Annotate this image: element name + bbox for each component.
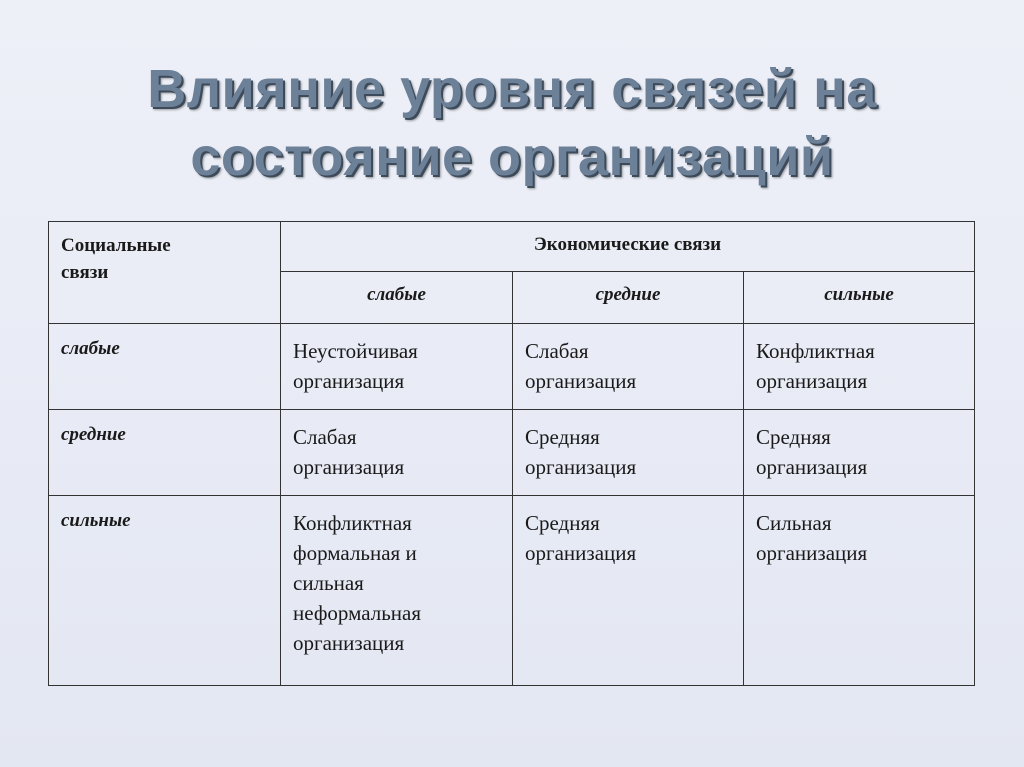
corner-header-social-links xyxy=(49,222,281,324)
cell-line: Сильная xyxy=(756,511,832,535)
row-header-weak: слабые xyxy=(49,324,281,410)
column-header-medium: средние xyxy=(513,272,744,324)
cell-line: Слабая xyxy=(293,425,357,449)
table-row xyxy=(49,410,975,496)
corner-header-line-2: связи xyxy=(61,262,109,283)
column-header-weak: слабые xyxy=(281,272,513,324)
cell-line: Средняя xyxy=(525,511,600,535)
connections-matrix-table xyxy=(48,221,975,686)
table-cell xyxy=(281,410,513,496)
table-cell xyxy=(513,324,744,410)
title-line-1: Влияние уровня связей на xyxy=(147,59,877,119)
economic-links-header: Экономические связи xyxy=(281,222,975,272)
table-cell xyxy=(281,324,513,410)
cell-line: организация xyxy=(756,369,868,393)
table-row xyxy=(49,324,975,410)
table-cell xyxy=(281,496,513,686)
cell-line: организация xyxy=(756,455,868,479)
title-line-2: состояние организаций xyxy=(190,127,834,187)
table-row xyxy=(49,496,975,686)
table-header-row xyxy=(49,222,975,272)
slide-title xyxy=(0,55,1024,191)
cell-line: организация xyxy=(293,455,405,479)
column-header-strong: сильные xyxy=(744,272,975,324)
corner-header-line-1: Социальные xyxy=(61,235,171,256)
cell-line: организация xyxy=(756,541,868,565)
table-cell xyxy=(744,410,975,496)
cell-line: Неустойчивая xyxy=(293,339,418,363)
cell-line: Конфликтная xyxy=(756,339,875,363)
cell-line: организация xyxy=(293,369,405,393)
table-cell xyxy=(513,496,744,686)
cell-line: Средняя xyxy=(525,425,600,449)
cell-line: Средняя xyxy=(756,425,831,449)
cell-line: сильная xyxy=(293,571,364,595)
table-cell xyxy=(744,324,975,410)
cell-line: организация xyxy=(525,455,637,479)
row-header-strong: сильные xyxy=(49,496,281,686)
row-header-medium: средние xyxy=(49,410,281,496)
cell-line: неформальная xyxy=(293,601,422,625)
cell-line: организация xyxy=(525,541,637,565)
cell-line: организация xyxy=(525,369,637,393)
table-cell xyxy=(744,496,975,686)
cell-line: Конфликтная xyxy=(293,511,412,535)
cell-line: организация xyxy=(293,631,405,655)
cell-line: Слабая xyxy=(525,339,589,363)
cell-line: формальная и xyxy=(293,541,417,565)
table-cell xyxy=(513,410,744,496)
